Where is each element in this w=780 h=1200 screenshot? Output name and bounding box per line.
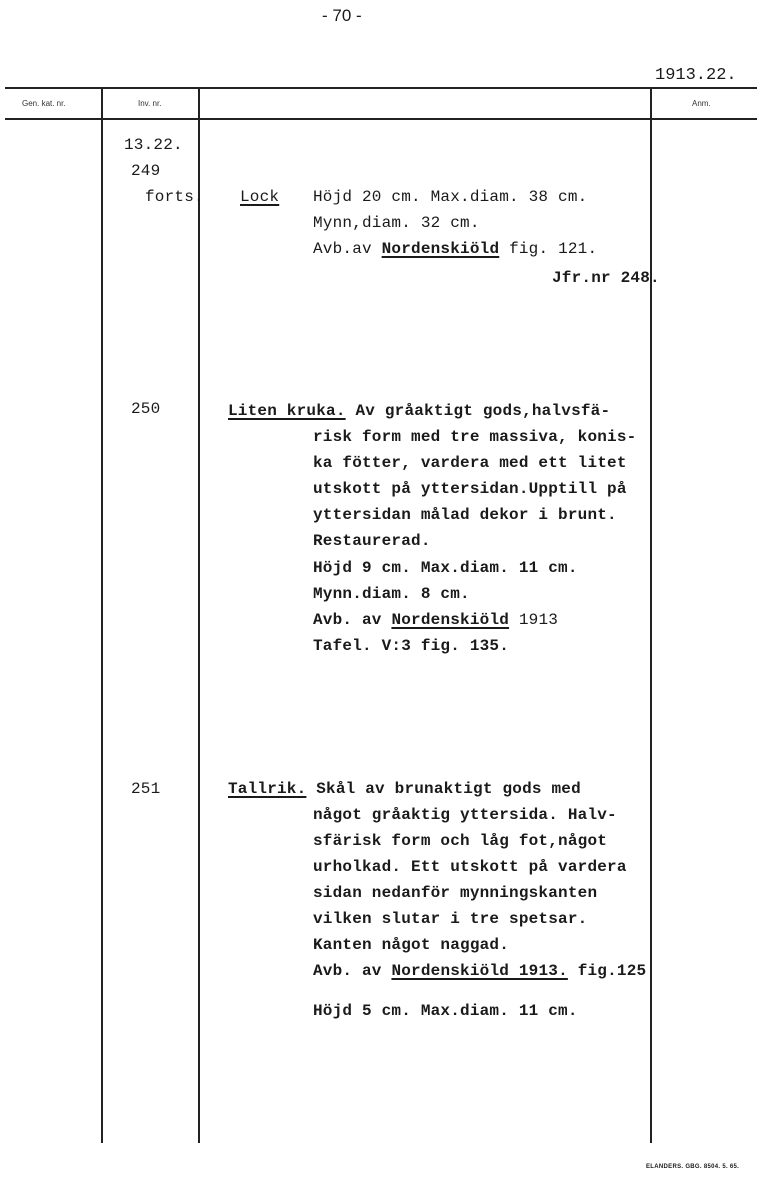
entry-250-reference-suffix: 1913 <box>518 611 559 629</box>
entry-251-reference-suffix: fig.125 <box>577 962 647 980</box>
entry-250-line: Höjd 9 cm. Max.diam. 11 cm. <box>313 559 578 577</box>
entry-250-reference <box>313 607 558 633</box>
entry-251-first-line <box>228 776 581 802</box>
entry-249-reference-author: Nordenskiöld <box>381 240 500 258</box>
entry-250-object-name: Liten kruka. <box>228 402 346 420</box>
entry-251-line: vilken slutar i tre spetsar. <box>313 910 588 928</box>
entry-251-line: urholkad. Ett utskott på vardera <box>313 858 627 876</box>
column-heading-anm: Anm. <box>692 99 711 108</box>
entry-249-object-name: Lock <box>240 188 280 206</box>
entry-249-cross-reference: Jfr.nr 248. <box>552 269 660 287</box>
header-bottom-rule <box>5 118 757 120</box>
entry-251-first-line-rest: Skål av brunaktigt gods med <box>316 780 581 798</box>
entry-249-reference-prefix: Avb.av <box>313 240 372 258</box>
entry-251-reference-prefix: Avb. av <box>313 962 382 980</box>
entry-249-reference <box>313 236 597 262</box>
entry-250-first-line <box>228 398 610 424</box>
entry-250-reference-prefix: Avb. av <box>313 611 382 629</box>
entry-251-dimensions: Höjd 5 cm. Max.diam. 11 cm. <box>313 1002 578 1020</box>
entry-250-plate-reference: Tafel. V:3 fig. 135. <box>313 637 510 655</box>
entry-251-reference <box>313 958 646 984</box>
entry-251-object-name: Tallrik. <box>228 780 307 798</box>
entry-249-line: Höjd 20 cm. Max.diam. 38 cm. <box>313 188 588 206</box>
entry-250-inv-number: 250 <box>131 400 161 418</box>
column-heading-inv-nr: Inv. nr. <box>138 99 162 108</box>
entry-251-line: något gråaktig yttersida. Halv- <box>313 806 617 824</box>
entry-251-line: sfärisk form och låg fot,något <box>313 832 608 850</box>
year-reference: 1913.22. <box>655 66 737 85</box>
entry-250-line: Mynn.diam. 8 cm. <box>313 585 470 603</box>
entry-250-line: risk form med tre massiva, konis- <box>313 428 637 446</box>
column-divider-gen-inv <box>101 88 103 1143</box>
entry-250-first-line-rest: Av gråaktigt gods,halvsfä- <box>355 402 611 420</box>
entry-251-inv-number: 251 <box>131 780 161 798</box>
entry-249-reference-suffix: fig. 121. <box>509 240 598 258</box>
header-top-rule <box>5 87 757 89</box>
entry-250-line: yttersidan målad dekor i brunt. <box>313 506 617 524</box>
column-divider-text-anm <box>650 88 652 1143</box>
entry-249-inv-line: 13.22. <box>124 136 183 154</box>
entry-251-line: sidan nedanför mynningskanten <box>313 884 598 902</box>
entry-250-line: utskott på yttersidan.Upptill på <box>313 480 627 498</box>
entry-251-line: Kanten något naggad. <box>313 936 510 954</box>
entry-249-inv-line: forts. <box>145 188 204 206</box>
column-heading-gen-kat-nr: Gen. kat. nr. <box>22 99 66 108</box>
column-divider-inv-text <box>198 88 200 1143</box>
entry-251-reference-author: Nordenskiöld 1913. <box>391 962 568 980</box>
entry-250-line: ka fötter, vardera med ett litet <box>313 454 627 472</box>
entry-250-reference-author: Nordenskiöld <box>391 611 510 629</box>
entry-249-line: Mynn,diam. 32 cm. <box>313 214 480 232</box>
entry-250-line: Restaurerad. <box>313 532 431 550</box>
page-number: - 70 - <box>322 6 362 25</box>
entry-249-inv-line: 249 <box>131 162 161 180</box>
printer-imprint: ELANDERS. GBG. 8504. 5. 65. <box>646 1164 740 1170</box>
